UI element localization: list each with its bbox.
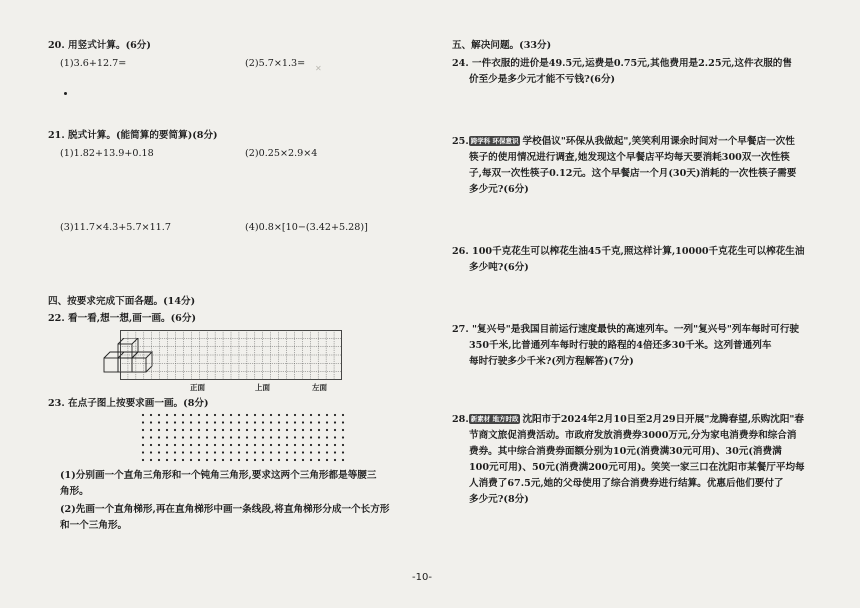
q26-line2: 多少吨?(6分) (469, 262, 529, 273)
grid-dot (294, 459, 296, 461)
grid-dot (214, 414, 216, 416)
grid-dot (318, 451, 320, 453)
grid-dot (214, 421, 216, 423)
grid-dot (246, 451, 248, 453)
grid-dot (158, 414, 160, 416)
grid-dot (270, 459, 272, 461)
grid-dot (174, 421, 176, 423)
grid-dot (206, 421, 208, 423)
grid-dot (166, 421, 168, 423)
grid-dot (222, 451, 224, 453)
view-label-front: 正面 (190, 383, 205, 392)
grid-dot (190, 451, 192, 453)
grid-dot (318, 436, 320, 438)
grid-dot (294, 429, 296, 431)
grid-dot (302, 414, 304, 416)
grid-dot (206, 451, 208, 453)
grid-dot (246, 436, 248, 438)
q28-line6: 多少元?(8分) (469, 494, 529, 505)
grid-dot (150, 429, 152, 431)
grid-dot (238, 444, 240, 446)
q20-title: 20. 用竖式计算。(6分) (48, 40, 151, 51)
grid-dot (254, 451, 256, 453)
grid-dot (206, 459, 208, 461)
grid-dot (222, 459, 224, 461)
grid-dot (254, 436, 256, 438)
grid-dot (286, 414, 288, 416)
grid-dot (246, 459, 248, 461)
grid-dot (278, 414, 280, 416)
grid-dot (254, 444, 256, 446)
grid-dot (214, 444, 216, 446)
grid-dot (142, 451, 144, 453)
grid-dot (302, 459, 304, 461)
grid-dot (238, 451, 240, 453)
grid-dot (174, 459, 176, 461)
stray-dot (64, 92, 67, 95)
grid-dot (222, 414, 224, 416)
grid-dot (334, 459, 336, 461)
grid-dot (318, 459, 320, 461)
grid-dot (278, 459, 280, 461)
grid-dot (310, 421, 312, 423)
grid-dot (206, 414, 208, 416)
grid-dot (214, 451, 216, 453)
grid-dot (230, 444, 232, 446)
grid-dot (270, 444, 272, 446)
grid-dot (278, 421, 280, 423)
grid-dot (326, 444, 328, 446)
q27-line1: 27. "复兴号"是我国目前运行速度最快的高速列车。一列"复兴号"列车每时可行驶 (452, 324, 800, 335)
grid-dot (286, 429, 288, 431)
grid-dot (254, 414, 256, 416)
grid-dot (246, 414, 248, 416)
grid-dot (150, 459, 152, 461)
grid-dot (326, 459, 328, 461)
grid-dot (262, 429, 264, 431)
q28-line2: 节商文旅促消费活动。市政府发放消费券3000万元,分为家电消费券和综合消 (469, 430, 797, 441)
grid-dot (262, 421, 264, 423)
dot-grid[interactable] (140, 412, 350, 464)
grid-dot (342, 421, 344, 423)
q28-tag: 新素材 地方时政 (470, 415, 519, 423)
grid-dot (302, 421, 304, 423)
q21-item-1: (1)1.82+13.9+0.18 (60, 148, 154, 159)
grid-dot (182, 429, 184, 431)
grid-dot (230, 451, 232, 453)
q21-title: 21. 脱式计算。(能简算的要简算)(8分) (48, 130, 218, 141)
section-5-title: 五、解决问题。(33分) (452, 40, 552, 51)
grid-dot (286, 444, 288, 446)
grid-dot (174, 414, 176, 416)
q28-line4: 100元可用)、50元(消费满200元可用)。笑笑一家三口在沈阳市某餐厅平均每 (469, 462, 805, 473)
grid-dot (230, 414, 232, 416)
grid-dot (310, 451, 312, 453)
q26-line1: 26. 100千克花生可以榨花生油45千克,照这样计算,10000千克花生可以榨花生油 (452, 246, 805, 257)
grid-dot (318, 429, 320, 431)
grid-dot (166, 414, 168, 416)
grid-dot (182, 421, 184, 423)
grid-dot (294, 436, 296, 438)
grid-dot (158, 429, 160, 431)
page-number: -10- (412, 572, 432, 583)
grid-dot (214, 429, 216, 431)
q25-line1: 25. 跨学科 环保意识 学校倡议"环保从我做起",笑笑利用课余时间对一个早餐店一次性 (452, 136, 795, 147)
grid-dot (142, 421, 144, 423)
grid-dot (342, 429, 344, 431)
grid-dot (254, 429, 256, 431)
grid-dot (166, 436, 168, 438)
grid-dot (270, 451, 272, 453)
grid-dot (326, 421, 328, 423)
q24-line1: 24. 一件衣服的进价是49.5元,运费是0.75元,其他费用是2.25元,这件衣服的售 (452, 58, 792, 69)
grid-dot (278, 429, 280, 431)
grid-dot (198, 421, 200, 423)
grid-dot (318, 421, 320, 423)
q28-line1-text: 沈阳市于2024年2月10日至2月29日开展"龙腾春望,乐购沈阳"春 (522, 414, 805, 425)
grid-dot (150, 436, 152, 438)
q22-title: 22. 看一看,想一想,画一画。(6分) (48, 313, 196, 324)
grid-dot (334, 421, 336, 423)
grid-dot (334, 451, 336, 453)
grid-dot (222, 421, 224, 423)
grid-dot (286, 451, 288, 453)
bleed-through-mark: ✕ (315, 64, 322, 73)
grid-dot (222, 444, 224, 446)
q25-line1-text: 学校倡议"环保从我做起",笑笑利用课余时间对一个早餐店一次性 (522, 136, 795, 147)
grid-dot (262, 444, 264, 446)
grid-dot (302, 444, 304, 446)
grid-dot (230, 421, 232, 423)
grid-dot (190, 436, 192, 438)
grid-dot (198, 436, 200, 438)
grid-dot (174, 444, 176, 446)
grid-dot (342, 451, 344, 453)
grid-dot (230, 436, 232, 438)
grid-dot (310, 414, 312, 416)
grid-dot (318, 444, 320, 446)
grid-dot (190, 414, 192, 416)
grid-dot (174, 429, 176, 431)
grid-dot (294, 421, 296, 423)
grid-dot (158, 436, 160, 438)
grid-dot (198, 444, 200, 446)
grid-dot (254, 459, 256, 461)
view-label-top: 上面 (255, 383, 270, 392)
grid-dot (150, 421, 152, 423)
grid-dot (254, 421, 256, 423)
grid-dot (334, 436, 336, 438)
grid-dot (302, 436, 304, 438)
grid-dot (310, 444, 312, 446)
grid-dot (190, 429, 192, 431)
section-4-title: 四、按要求完成下面各题。(14分) (48, 296, 196, 307)
grid-dot (166, 459, 168, 461)
grid-dot (182, 451, 184, 453)
grid-dot (190, 421, 192, 423)
grid-dot (246, 429, 248, 431)
grid-dot (222, 436, 224, 438)
grid-dot (294, 414, 296, 416)
grid-dot (294, 451, 296, 453)
grid-dot (206, 429, 208, 431)
grid-dot (302, 429, 304, 431)
grid-dot (310, 436, 312, 438)
grid-dot (262, 414, 264, 416)
q23-part1-line1: (1)分别画一个直角三角形和一个钝角三角形,要求这两个三角形都是等腰三 (60, 470, 377, 481)
grid-dot (238, 436, 240, 438)
grid-dot (342, 459, 344, 461)
q25-line2: 筷子的使用情况进行调查,她发现这个早餐店平均每天要消耗300双一次性筷 (469, 152, 790, 163)
grid-dot (278, 436, 280, 438)
grid-dot (158, 451, 160, 453)
grid-dot (342, 414, 344, 416)
q25-tag: 跨学科 环保意识 (470, 137, 519, 145)
q20-item-2: (2)5.7×1.3= (245, 58, 306, 69)
grid-dot (310, 459, 312, 461)
grid-dot (166, 429, 168, 431)
grid-dot (190, 459, 192, 461)
q25-line3: 子,每双一次性筷子0.12元。这个早餐店一个月(30天)消耗的一次性筷子需要 (469, 168, 797, 179)
grid-dot (198, 459, 200, 461)
q23-part2-line1: (2)先画一个直角梯形,再在直角梯形中画一条线段,将直角梯形分成一个长方形 (60, 504, 390, 515)
drawing-grid[interactable] (120, 330, 342, 380)
grid-dot (238, 421, 240, 423)
grid-dot (150, 414, 152, 416)
grid-dot (246, 444, 248, 446)
grid-dot (238, 414, 240, 416)
grid-dot (238, 429, 240, 431)
grid-dot (262, 436, 264, 438)
grid-dot (326, 451, 328, 453)
grid-dot (326, 436, 328, 438)
grid-dot (166, 451, 168, 453)
grid-dot (142, 429, 144, 431)
grid-dot (198, 414, 200, 416)
grid-dot (270, 436, 272, 438)
grid-dot (246, 421, 248, 423)
grid-dot (182, 444, 184, 446)
grid-dot (326, 414, 328, 416)
grid-dot (334, 414, 336, 416)
grid-dot (286, 421, 288, 423)
grid-dot (214, 459, 216, 461)
grid-dot (150, 444, 152, 446)
grid-dot (326, 429, 328, 431)
grid-dot (150, 451, 152, 453)
grid-dot (174, 436, 176, 438)
grid-dot (142, 414, 144, 416)
grid-dot (206, 444, 208, 446)
grid-dot (230, 459, 232, 461)
q21-item-3: (3)11.7×4.3+5.7×11.7 (60, 222, 171, 233)
grid-dot (190, 444, 192, 446)
grid-dot (142, 444, 144, 446)
q28-line5: 人消费了67.5元,她的父母使用了综合消费券进行结算。优惠后他们要付了 (469, 478, 784, 489)
grid-dot (142, 459, 144, 461)
q27-line3: 每时行驶多少千米?(列方程解答)(7分) (469, 356, 634, 367)
grid-dot (230, 429, 232, 431)
grid-dot (198, 451, 200, 453)
q23-title: 23. 在点子图上按要求画一画。(8分) (48, 398, 209, 409)
grid-dot (294, 444, 296, 446)
grid-dot (206, 436, 208, 438)
grid-dot (278, 451, 280, 453)
view-label-left: 左面 (312, 383, 327, 392)
grid-dot (342, 444, 344, 446)
q28-line1: 28. 新素材 地方时政 沈阳市于2024年2月10日至2月29日开展"龙腾春望,乐购沈阳"春 (452, 414, 805, 425)
grid-dot (158, 459, 160, 461)
grid-dot (334, 429, 336, 431)
grid-dot (318, 414, 320, 416)
grid-dot (222, 429, 224, 431)
grid-dot (198, 429, 200, 431)
grid-dot (182, 414, 184, 416)
grid-dot (158, 444, 160, 446)
q20-item-1: (1)3.6+12.7= (60, 58, 127, 69)
grid-dot (334, 444, 336, 446)
grid-dot (286, 459, 288, 461)
grid-dot (262, 451, 264, 453)
grid-dot (262, 459, 264, 461)
grid-dot (174, 451, 176, 453)
q27-line2: 350千米,比普通列车每时行驶的路程的4倍还多30千米。这列普通列车 (469, 340, 772, 351)
grid-dot (238, 459, 240, 461)
grid-dot (166, 444, 168, 446)
q23-part2-line2: 和一个三角形。 (60, 520, 128, 531)
grid-dot (182, 436, 184, 438)
grid-dot (286, 436, 288, 438)
grid-dot (270, 429, 272, 431)
q21-item-4: (4)0.8×[10−(3.42+5.28)] (245, 222, 368, 233)
grid-dot (302, 451, 304, 453)
grid-dot (142, 436, 144, 438)
grid-dot (270, 421, 272, 423)
grid-dot (158, 421, 160, 423)
q28-line3: 费券。其中综合消费券面额分别为10元(消费满30元可用)、30元(消费满 (469, 446, 782, 457)
grid-dot (270, 414, 272, 416)
q24-line2: 价至少是多少元才能不亏钱?(6分) (469, 74, 616, 85)
grid-dot (214, 436, 216, 438)
grid-dot (342, 436, 344, 438)
q23-part1-line2: 角形。 (60, 486, 89, 497)
grid-dot (310, 429, 312, 431)
grid-dot (278, 444, 280, 446)
q21-item-2: (2)0.25×2.9×4 (245, 148, 318, 159)
q25-line4: 多少元?(6分) (469, 184, 529, 195)
grid-dot (182, 459, 184, 461)
